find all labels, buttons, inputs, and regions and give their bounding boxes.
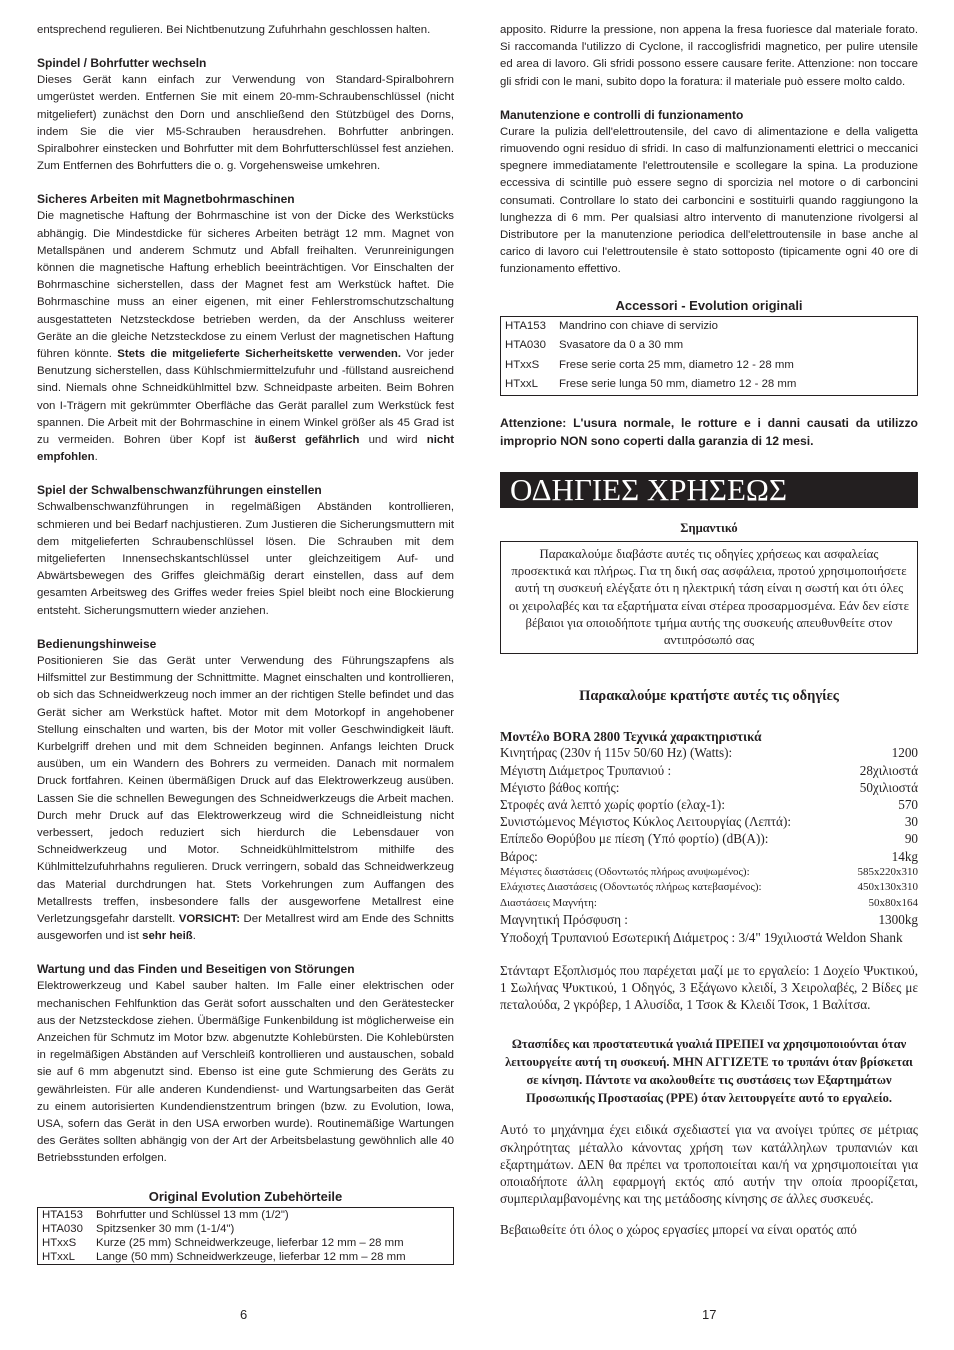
de-intro: entsprechend regulieren. Bei Nichtbenutzung Zufuhrhahn geschlossen halten. — [37, 24, 431, 36]
spec-row: Ελάχιστες Διαστάσεις (Οδοντωτός πλήρως κατεβασμένος): 450x130x310 — [500, 881, 918, 894]
de-section-text-safety: Die magnetische Haftung der Bohrmaschine ist von der Dicke des Werkstücks abhängig. Die Mindestdicke für sicheres Arbeiten beträgt 12 mm. Magnet von Metallspänen und anderem Schmutz und Abfall freihalten. Verunreinigungen können die magnetische Haftung erheblich beeinträchtigen. Vor Einschalten der Bohrmaschine sicherstellen, dass der Magnet fest am Werkstück haftet. Die Bohrmaschine muss an einer eigenen, mit einer Fehlerstromschutzschaltung ausgestatteten Netzsteckdose betrieben werden, da der Anschluss weiterer Geräte an die gleiche Netzsteckdose zu einem Verlust der magnetischen Haftung führen könnte. Stets die mitgelieferte Sicherheitskette verwenden. Vor jeder Benutzung sicherstellen, dass Kühlschmiermittelzufuhr und -füllstand ausreichend sind. Niemals ohne Schneidkühlmittel bzw. Schneidpaste arbeiten. Beim Bohren von I-Trägern mit gekrümmter Oberfläche das Gerät parallel zum Werkstück fest spannen. Die Arbeit mit der Bohrmaschine in einem Winkel größer als 45 Grad ist zu vermeiden. Bohren über Kopf ist äußerst gefährlich und wird nicht empfohlen. — [37, 210, 455, 464]
de-section-title-maintenance: Wartung und das Finden und Beseitigen von Störungen — [37, 962, 355, 977]
gr-important-label: Σημαντικό — [680, 520, 738, 535]
gr-spec-list — [500, 744, 918, 945]
spec-row: Κινητήρας (230v ή 115v 50/60 Hz) (Watts): 1200 — [500, 745, 918, 761]
right-column — [500, 22, 918, 1239]
table-row: HTA030 Svasatore da 0 a 30 mm — [505, 339, 684, 352]
it-accessories-table — [500, 316, 918, 396]
de-section-title-safety: Sicheres Arbeiten mit Magnetbohrmaschinen — [37, 192, 295, 207]
table-row: HTA153 Bohrfutter und Schlüssel 13 mm (1/2") — [42, 1208, 289, 1221]
gr-safety-warning: Ωτασπίδες και προστατευτικά γυαλιά ΠΡΕΠΕΙ να χρησιμοποιούνται όταν λειτουργείτε αυτή τη συσκευή. ΜΗΝ ΑΓΓΙΖΕΤΕ το τρυπάνι όταν βρίσκεται σε κίνηση. Πάντοτε να ακολουθείτε τις συστάσεις των Εξαρτημάτων Προσωπικής Προστασίας (PPE) όταν λειτουργείτε αυτό το εργαλείο. — [505, 1037, 913, 1106]
gr-important-box: Παρακαλούμε διαβάστε αυτές τις οδηγίες χρήσεως και ασφαλείας προσεκτικά και πλήρως. Για τη δική σας ασφάλεια, προτού χρησιμοποιήσετε αυτή τη συσκευή ελέγξατε ότι η ηλεκτρική τάση είναι η σωστή και ότι όλες οι χειρολαβές και τα εξαρτήματα είναι στέρεα προσαρμοσμένα. Εάν δεν είστε βέβαιοι για οποιοδήποτε τμήμα αυτής της συσκευής απευθυνθείτε στον αντιπρόσωπό σας — [500, 541, 918, 654]
table-row: HTA153 Mandrino con chiave di servizio — [505, 319, 718, 332]
table-row: HTxxL Lange (50 mm) Schneidwerkzeuge, lieferbar 12 mm – 28 mm — [42, 1250, 406, 1263]
it-maintenance-text: Curare la pulizia dell'elettroutensile, del cavo di alimentazione e della valigetta rimuovendo ogni residuo di sfridi. In caso di malfunzionamenti elettrici o meccanici spegnere immediatamente l'elettroutensile e scollegare la spina. La produzione eccessiva di scintille può essere segno di sporcizia nel motore o di carboncini consumati. Controllare lo stato dei carboncini e sostituirli quando raggiungono la lunghezza di 6 mm. Per qualsiasi altro intervento di manutenzione rivolgersi al Distributore per la manutenzione periodica dell'elettroutensile in base anche al carico di lavoro cui l'elettroutensile è stato sottoposto (tipicamente ogni 40 ore di funzionamento effettivo. — [500, 125, 918, 276]
spec-row: Μέγιστες διαστάσεις (Οδοντωτός πλήρως ανυψωμένος): 585x220x310 — [500, 865, 918, 878]
de-section-text-maintenance: Elektrowerkzeug und Kabel sauber halten. Im Falle einer elektrischen oder mechanischen Fehlfunktion das Gerät sofort ausschalten und den Gerätestecker aus der Netzsteckdose ziehen. Übermäßige Funkenbildung ist möglicherweise ein Anzeichen für Schmutz im Motor bzw. abgenutzte Kohlebürsten. Die Kohlebürsten in regelmäßigen Abständen auf Verschleiß kontrollieren und austauschen, sobald sie auf 6 mm abgenutzt sind. Ebenso ist eine gute Schmierung des Geräts zu gewährleisten. Für alle anderen Kundendienst- und Wartungsarbeiten das Gerät zu einem autorisierten Kundendienstzentrum bringen (bzw. zu Evolution, Iowa, USA, sofern das Gerät in den USA erworben wurde). Routinemäßige Wartungen des Gerätes sollten abhängig von der Art der Arbeitsbelastung gewöhnlich alle 40 Betriebsstunden erfolgen. — [37, 980, 454, 1165]
de-section-title-operation: Bedienungshinweise — [37, 636, 157, 651]
table-row: HTxxS Frese serie corta 25 mm, diametro 12 - 28 mm — [505, 358, 794, 371]
spec-row: Βάρος: 14kg — [500, 848, 918, 864]
table-row: HTxxL Frese serie lunga 50 mm, diametro 12 - 28 mm — [505, 378, 797, 391]
gr-standard-equipment: Στάνταρτ Εξοπλισμός που παρέχεται μαζί με το εργαλείο: 1 Δοχείο Ψυκτικού, 1 Σωλήνας Ψυκτικού, 1 Οδηγός, 3 Εξάγωνο κλειδί, 3 Χειρολαβές, 2 Βίδες με πεταλούδα, 2 γκρόβερ, 1 Αλυσίδα, 1 Τσοκ & Κλειδί Τσοκ, 1 Βαλίτσα. — [500, 962, 918, 1013]
table-row: HTxxS Kurze (25 mm) Schneidwerkzeuge, lieferbar 12 mm – 28 mm — [42, 1236, 404, 1249]
left-column — [37, 22, 454, 1265]
de-accessories-table — [37, 1207, 454, 1265]
spec-row: Μέγιστη Διάμετρος Τρυπανιού : 28χιλιοστά — [500, 762, 918, 778]
de-accessories-title: Original Evolution Zubehörteile — [148, 1188, 343, 1204]
table-row: HTA030 Spitzsenker 30 mm (1-1/4") — [42, 1222, 235, 1235]
de-section-text-spindle: Dieses Gerät kann einfach zur Verwendung von Standard-Spiralbohrern umgerüstet werden. Entfernen Sie mit einem 20-mm-Schraubenschlüssel (nicht mitgeliefert) zunächst den Dorn und anschließend den Stützbügel des Dorns, indem Sie die vier M5-Schrauben herausdrehen. Bohrfutter anbringen. Spiralbohrer einstecken und Bohrfutter mit dem Bohrfutterschlüssel fest anziehen. Zum Entfernen des Bohrfutters die o. g. Vorgehensweise umkehren. — [37, 74, 454, 173]
gr-title-banner: ΟΔΗΓΙΕΣ ΧΡΗΣΕΩΣ — [500, 472, 918, 508]
page-number-right: 17 — [702, 1307, 717, 1322]
gr-work-area: Βεβαιωθείτε ότι όλος ο χώρος εργασίες μπορεί να είναι ορατός από — [500, 1222, 857, 1238]
gr-intended-use: Αυτό το μηχάνημα έχει ειδικά σχεδιαστεί για να ανοίγει τρύπες σε μέτριας σκληρότητας μέταλλο κάνοντας χρήση των κατάλληλων τρυπανιών και εξαρτημάτων. ΔΕΝ θα πρέπει να τροποποιείται και/ή να χρησιμοποιείται για οποιαδήποτε άλλη εφαρμογή εκτός από αυτήν την οποία προορίζεται, συμπεριλαμβανομένης και της μετάδοσης κίνησης σε άλλες συσκευές. — [500, 1122, 918, 1207]
spec-row: Συνιστώμενος Μέγιστος Κύκλος Λειτουργίας (Λεπτά): 30 — [500, 814, 918, 830]
de-section-text-operation: Positionieren Sie das Gerät unter Verwendung des Führungszapfens als Hilfsmittel zur Bestimmung der Schnittmitte. Magnet einschalten und kontrollieren, ob sich das Schneidwerkzeug noch immer an der richtigen Stelle befindet und das Gerät sicher am Werkstück haftet. Motor mit dem Motorkopf in angehobener Stellung einschalten und warten, bis der Motor mit voller Geschwindigkeit läuft. Kurbelgriff drehen und mit dem Schneiden beginnen. Anfangs leichten Druck ausüben, um ein Wandern des Bohrers zu vermeiden. Danach mit normalem Druck fortfahren. Keinen übermäßigen Druck auf das Elektrowerkzeug ausüben. Lassen Sie die schnellen Bewegungen des Schneidwerkzeugs die Arbeit machen. Durch mehr Druck auf das Elektrowerkzeug wird die Schneidleistung nicht verbessert, jedoch reduziert sich hierdurch die Lebensdauer von Schneidwerkzeug und Motor. Schneidkühlmittelstrom mithilfe des Kühlmittelzufuhrhahns regulieren. Druck verringern, sobald das Schneidwerkzeug das Material durchdrungen hat. Stets Vorkehrungen zum Auffangen des Metallrests treffen, insbesondere falls der ausgeworfene Metallrest eine Verletzungsgefahr darstellt. VORSICHT: Der Metallrest wird am Ende des Schnitts ausgeworfen und ist sehr heiß. — [37, 654, 454, 943]
spec-row: Μαγνητική Πρόσφυση : 1300kg — [500, 912, 918, 928]
de-section-title-dovetail: Spiel der Schwalbenschwanzführungen einstellen — [37, 483, 322, 498]
it-accessories-title: Accessori - Evolution originali — [615, 297, 803, 313]
spec-row: Επίπεδο Θορύβου με πίεση (Υπό φορτίο) (dB(A)): 90 — [500, 831, 918, 847]
de-section-text-dovetail: Schwalbenschwanzführungen in regelmäßigen Abständen kontrollieren, schmieren und bei Bedarf nachjustieren. Zum Justieren die Sicherungsmuttern mit dem mitgelieferten Schraubenschlüssel lösen. Die Schrauben mit dem mitgelieferten Innensechskantschlüssel unter gleichzeitigem Auf- und Abwärtsbewegen des Griffes gleichmäßig derart einstellen, dass auf dem gesamten Arbeitsweg des Griffes weder freies Spiel bleibt noch eine Blockierung entsteht. Sicherungsmuttern wieder anziehen. — [37, 501, 454, 617]
it-intro: apposito. Ridurre la pressione, non appena la fresa fuoriesce dal materiale forato. Si raccomanda l'utilizzo di Cyclone, il raccoglisfridi magnetico, per pulire utensile ed area di lavoro. Gli sfridi possono essere causare ferite. Attenzione: non toccare gli sfridi con le mani, subito dopo la foratura: il materiale può essere molto caldo. — [500, 24, 918, 88]
spec-row-shank: Υποδοχή Τρυπανιού Εσωτερική Διάμετρος : 3/4" 19χιλιοστά Weldon Shank — [500, 929, 903, 945]
it-maintenance-title: Manutenzione e controlli di funzionamento — [500, 107, 744, 122]
spec-row: Μέγιστο βάθος κοπής: 50χιλιοστά — [500, 779, 918, 795]
gr-spec-title: Μοντέλο BORA 2800 Τεχνικά χαρακτηριστικά — [500, 729, 762, 745]
page-number-left: 6 — [240, 1307, 248, 1322]
spec-row: Διαστάσεις Μαγνήτη: 50x80x164 — [500, 896, 918, 909]
de-section-title-spindle: Spindel / Bohrfutter wechseln — [37, 56, 207, 71]
gr-keep-instructions: Παρακαλούμε κρατήστε αυτές τις οδηγίες — [579, 688, 839, 705]
spec-row: Στροφές ανά λεπτό χωρίς φορτίο (ελαχ-1): 570 — [500, 797, 918, 813]
it-warranty-warning: Attenzione: L'usura normale, le rotture e i danni causati da utilizzo improprio NON sono coperti dalla garanzia di 12 mesi. — [500, 415, 918, 448]
